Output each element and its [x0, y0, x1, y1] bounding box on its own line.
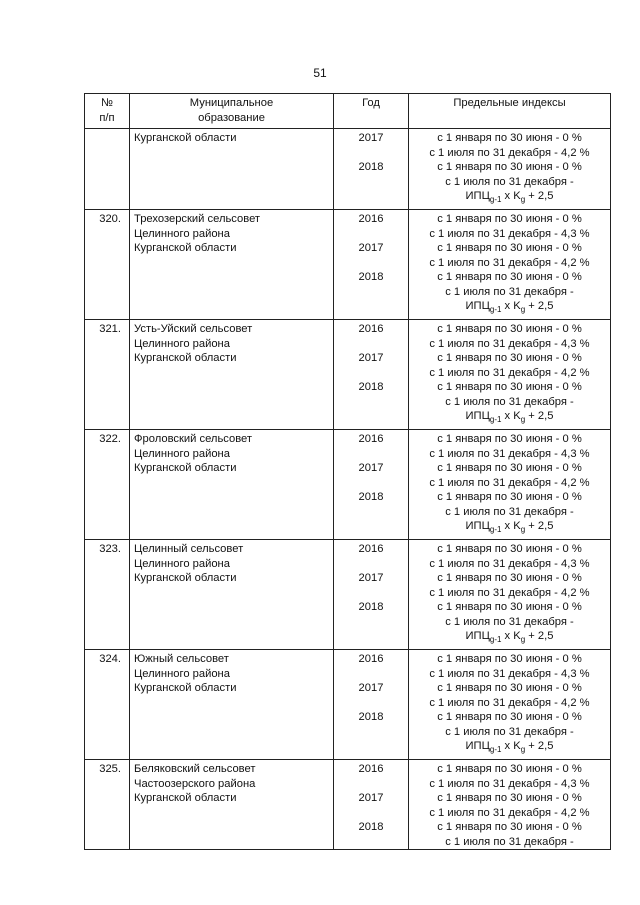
indices-cell: [409, 129, 611, 210]
index-line: с 1 января по 30 июня - 0 %: [437, 682, 582, 694]
years-cell: [334, 760, 409, 850]
indices-cell: [409, 320, 611, 430]
year-value: 2016: [358, 653, 384, 665]
index-line: с 1 июля по 31 декабря - 4,2 %: [429, 806, 590, 819]
formula-multiplier: x K: [501, 190, 521, 202]
year-value: 2017: [358, 352, 384, 364]
row-number: 320.: [85, 210, 130, 320]
index-line: с 1 июля по 31 декабря - 4,2 %: [429, 366, 590, 379]
formula-ipc-subscript: g-1: [489, 415, 502, 424]
year-value: 2017: [358, 572, 384, 584]
index-line: с 1 июля по 31 декабря - 4,2 %: [429, 146, 590, 159]
municipality-line: Трехозерский сельсовет: [134, 213, 261, 225]
year-value: 2016: [358, 543, 384, 555]
municipality-cell: [130, 650, 334, 760]
indices-cell: [409, 210, 611, 320]
index-line: с 1 января по 30 июня - 0 %: [437, 653, 582, 665]
index-line: с 1 января по 30 июня - 0 %: [437, 491, 582, 503]
formula-k-subscript: g: [520, 525, 526, 534]
index-formula: [409, 299, 610, 315]
formula-k-subscript: g: [520, 745, 526, 754]
indices-cell: [409, 540, 611, 650]
index-line: с 1 июля по 31 декабря - 4,2 %: [429, 696, 590, 709]
header-municipality-line: образование: [198, 111, 265, 124]
index-line: с 1 января по 30 июня - 0 %: [437, 323, 582, 335]
years-cell: [334, 650, 409, 760]
index-line: с 1 июля по 31 декабря - 4,3 %: [429, 447, 590, 460]
index-line: с 1 января по 30 июня - 0 %: [437, 132, 582, 144]
year-value: 2017: [358, 462, 384, 474]
index-line: с 1 января по 30 июня - 0 %: [437, 763, 582, 775]
municipality-cell: [130, 129, 334, 210]
municipality-line: Целинного района: [134, 337, 230, 350]
formula-k-subscript: g: [520, 195, 526, 204]
index-line: с 1 января по 30 июня - 0 %: [437, 381, 582, 393]
year-value: 2018: [358, 711, 384, 723]
formula-ipc-subscript: g-1: [489, 635, 502, 644]
index-formula: [409, 739, 610, 755]
index-formula: [409, 189, 610, 205]
table-row: [85, 430, 611, 540]
row-number: 323.: [85, 540, 130, 650]
index-line: с 1 января по 30 июня - 0 %: [437, 711, 582, 723]
municipality-line: Курганской области: [134, 352, 237, 364]
index-line: с 1 января по 30 июня - 0 %: [437, 213, 582, 225]
formula-ipc: ИПЦ: [465, 630, 490, 642]
formula-addend: + 2,5: [525, 520, 554, 532]
year-value: 2016: [358, 213, 384, 225]
index-line: с 1 января по 30 июня - 0 %: [437, 161, 582, 173]
index-line: с 1 июля по 31 декабря - 4,3 %: [429, 777, 590, 790]
header-year: Год: [334, 94, 409, 129]
municipality-line: Курганской области: [134, 132, 237, 144]
header-municipality: [130, 94, 334, 129]
index-formula: [409, 629, 610, 645]
index-line: с 1 июля по 31 декабря - 4,3 %: [429, 667, 590, 680]
index-line: с 1 июля по 31 декабря - 4,3 %: [429, 557, 590, 570]
table-row: [85, 320, 611, 430]
year-value: 2016: [358, 323, 384, 335]
municipality-line: Южный сельсовет: [134, 653, 229, 665]
header-num-line: п/п: [99, 111, 115, 124]
formula-addend: + 2,5: [525, 300, 554, 312]
formula-k-subscript: g: [520, 635, 526, 644]
formula-k-subscript: g: [520, 415, 526, 424]
years-cell: [334, 129, 409, 210]
index-line: с 1 июля по 31 декабря -: [445, 395, 574, 408]
index-line: с 1 июля по 31 декабря -: [445, 175, 574, 188]
index-line: с 1 июля по 31 декабря -: [445, 615, 574, 628]
formula-ipc-subscript: g-1: [489, 195, 502, 204]
index-line: с 1 января по 30 июня - 0 %: [437, 433, 582, 445]
formula-addend: + 2,5: [525, 630, 554, 642]
year-value: 2018: [358, 601, 384, 613]
municipality-line: Целинного района: [134, 447, 230, 460]
formula-ipc-subscript: g-1: [489, 525, 502, 534]
index-formula: [409, 519, 610, 535]
years-cell: [334, 540, 409, 650]
row-number: 321.: [85, 320, 130, 430]
formula-ipc-subscript: g-1: [489, 745, 502, 754]
formula-multiplier: x K: [501, 300, 521, 312]
years-cell: [334, 320, 409, 430]
formula-ipc: ИПЦ: [465, 740, 490, 752]
index-line: с 1 января по 30 июня - 0 %: [437, 821, 582, 833]
row-number: 322.: [85, 430, 130, 540]
index-line: с 1 января по 30 июня - 0 %: [437, 242, 582, 254]
formula-ipc-subscript: g-1: [489, 305, 502, 314]
table-row: [85, 210, 611, 320]
index-line: с 1 января по 30 июня - 0 %: [437, 543, 582, 555]
formula-multiplier: x K: [501, 520, 521, 532]
formula-addend: + 2,5: [525, 190, 554, 202]
years-cell: [334, 430, 409, 540]
formula-ipc: ИПЦ: [465, 410, 490, 422]
index-line: с 1 января по 30 июня - 0 %: [437, 572, 582, 584]
year-value: 2016: [358, 433, 384, 445]
header-num-line: №: [100, 97, 113, 109]
formula-ipc: ИПЦ: [465, 520, 490, 532]
year-value: 2018: [358, 271, 384, 283]
municipality-line: Курганской области: [134, 242, 237, 254]
municipality-line: Частоозерского района: [134, 777, 256, 790]
municipality-line: Курганской области: [134, 682, 237, 694]
page-number: 51: [313, 66, 327, 80]
formula-ipc: ИПЦ: [465, 300, 490, 312]
index-line: с 1 июля по 31 декабря -: [445, 285, 574, 298]
row-number: 324.: [85, 650, 130, 760]
index-formula: [409, 409, 610, 425]
formula-multiplier: x K: [501, 630, 521, 642]
indices-cell: [409, 430, 611, 540]
index-line: с 1 июля по 31 декабря -: [445, 835, 574, 848]
formula-multiplier: x K: [501, 740, 521, 752]
year-value: 2018: [358, 491, 384, 503]
formula-k-subscript: g: [520, 305, 526, 314]
row-number: [85, 129, 130, 210]
municipality-cell: [130, 760, 334, 850]
index-line: с 1 января по 30 июня - 0 %: [437, 792, 582, 804]
index-line: с 1 января по 30 июня - 0 %: [437, 601, 582, 613]
municipality-line: Курганской области: [134, 462, 237, 474]
municipality-line: Целинный сельсовет: [134, 543, 244, 555]
indices-cell: [409, 650, 611, 760]
municipality-line: Беляковский сельсовет: [134, 763, 256, 775]
indices-cell: [409, 760, 611, 850]
table-header-row: [85, 94, 611, 129]
year-value: 2016: [358, 763, 384, 775]
row-number: 325.: [85, 760, 130, 850]
table-row: [85, 129, 611, 210]
index-line: с 1 января по 30 июня - 0 %: [437, 271, 582, 283]
table-row: [85, 650, 611, 760]
municipality-line: Курганской области: [134, 572, 237, 584]
year-value: 2018: [358, 161, 384, 173]
index-line: с 1 июля по 31 декабря - 4,2 %: [429, 256, 590, 269]
year-value: 2017: [358, 792, 384, 804]
index-line: с 1 января по 30 июня - 0 %: [437, 352, 582, 364]
header-municipality-line: Муниципальное: [189, 97, 274, 109]
formula-addend: + 2,5: [525, 410, 554, 422]
index-line: с 1 июля по 31 декабря - 4,3 %: [429, 227, 590, 240]
index-line: с 1 июля по 31 декабря -: [445, 725, 574, 738]
municipality-cell: [130, 430, 334, 540]
municipality-line: Усть-Уйский сельсовет: [134, 323, 253, 335]
year-value: 2018: [358, 821, 384, 833]
header-indices: Предельные индексы: [409, 94, 611, 129]
year-value: 2017: [358, 132, 384, 144]
municipality-line: Целинного района: [134, 557, 230, 570]
municipality-cell: [130, 540, 334, 650]
municipality-line: Курганской области: [134, 792, 237, 804]
year-value: 2017: [358, 242, 384, 254]
year-value: 2018: [358, 381, 384, 393]
header-num: [85, 94, 130, 129]
years-cell: [334, 210, 409, 320]
municipality-line: Фроловский сельсовет: [134, 433, 253, 445]
index-line: с 1 июля по 31 декабря - 4,3 %: [429, 337, 590, 350]
index-line: с 1 июля по 31 декабря -: [445, 505, 574, 518]
index-line: с 1 июля по 31 декабря - 4,2 %: [429, 476, 590, 489]
municipality-cell: [130, 210, 334, 320]
index-line: с 1 января по 30 июня - 0 %: [437, 462, 582, 474]
formula-addend: + 2,5: [525, 740, 554, 752]
formula-ipc: ИПЦ: [465, 190, 490, 202]
index-line: с 1 июля по 31 декабря - 4,2 %: [429, 586, 590, 599]
indices-table: [84, 93, 611, 850]
municipality-cell: [130, 320, 334, 430]
formula-multiplier: x K: [501, 410, 521, 422]
table-row: [85, 760, 611, 850]
table-row: [85, 540, 611, 650]
table-body: [85, 129, 611, 850]
municipality-line: Целинного района: [134, 227, 230, 240]
year-value: 2017: [358, 682, 384, 694]
municipality-line: Целинного района: [134, 667, 230, 680]
